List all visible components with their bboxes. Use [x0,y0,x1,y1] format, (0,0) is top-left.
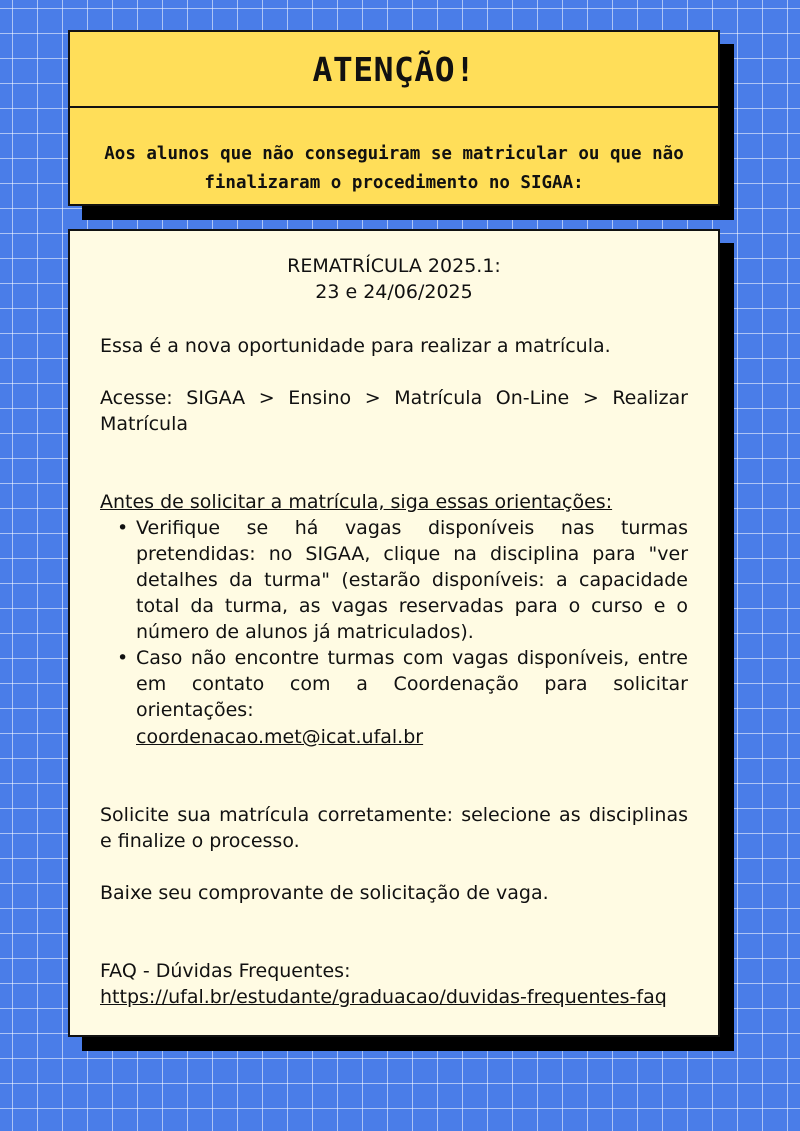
orientacoes-heading: Antes de solicitar a matrícula, siga essas orientações: [100,491,613,513]
list-item [117,515,688,645]
faq-link[interactable]: https://ufal.br/estudante/graduacao/duvidas-frequentes-faq [100,986,667,1008]
attention-subtitle: Aos alunos que não conseguiram se matricular ou que não finalizaram o procedimento no SIGAA: [104,144,684,193]
solicite-text: Solicite sua matrícula corretamente: selecione as disciplinas e finalize o processo. [100,804,688,852]
baixe-comprovante-text: Baixe seu comprovante de solicitação de vaga. [100,882,549,904]
acesse-path-text: Acesse: SIGAA > Ensino > Matrícula On-Line > Realizar Matrícula [100,387,688,435]
faq-label: FAQ - Dúvidas Frequentes: [100,960,351,982]
rematricula-dates: 23 e 24/06/2025 [315,281,473,303]
orientacoes-list [100,515,688,750]
rematricula-title: REMATRÍCULA 2025.1: [287,255,501,277]
attention-header-card [68,30,720,206]
bullet-icon: • [117,517,129,539]
orientacao-vagas-text: Verifique se há vagas disponíveis nas turmas pretendidas: no SIGAA, clique na disciplina para "ver detalhes da turma" (estarão disponíveis: a capacidade total da turma, as vagas reservadas para o curso e o número de alunos já matriculados). [136,517,688,643]
attention-title: ATENÇÃO! [70,32,718,108]
bullet-icon: • [117,647,129,669]
list-item [117,645,688,750]
coordenacao-email-link[interactable]: coordenacao.met@icat.ufal.br [136,726,424,748]
oportunidade-text: Essa é a nova oportunidade para realizar a matrícula. [100,335,611,357]
rematricula-block [100,253,688,305]
info-body-card [68,229,720,1037]
orientacao-contato-text: Caso não encontre turmas com vagas disponíveis, entre em contato com a Coordenação para solicitar orientações: [136,647,688,721]
